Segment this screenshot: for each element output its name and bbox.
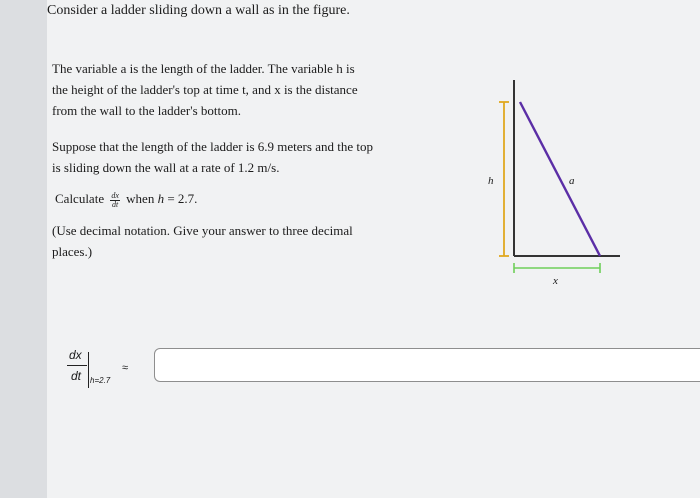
label-x: x bbox=[553, 275, 558, 287]
label-h: h bbox=[488, 175, 494, 187]
calculate-instruction bbox=[55, 188, 197, 209]
paragraph-line: The variable a is the length of the ladder. The variable h is bbox=[52, 61, 355, 76]
answer-fraction-bar bbox=[67, 365, 87, 366]
calc-variable: h bbox=[157, 191, 165, 206]
approx-symbol: ≈ bbox=[122, 362, 129, 374]
paragraph-line: the height of the ladder's top at time t, and x is the distance bbox=[52, 82, 358, 97]
calc-when: when bbox=[126, 191, 155, 206]
answer-numerator: dx bbox=[69, 348, 82, 362]
evaluation-bar bbox=[88, 352, 89, 388]
paragraph-line: from the wall to the ladder's bottom. bbox=[52, 103, 241, 118]
evaluation-subscript: h=2.7 bbox=[90, 376, 111, 385]
fraction-denominator: dt bbox=[112, 199, 119, 209]
paragraph-line: is sliding down the wall at a rate of 1.2 m/s. bbox=[52, 160, 280, 175]
paragraph-line: places.) bbox=[52, 244, 93, 259]
left-margin-strip bbox=[0, 0, 47, 498]
problem-title: Consider a ladder sliding down a wall as in the figure. bbox=[47, 3, 350, 18]
paragraph-line: (Use decimal notation. Give your answer to three decimal bbox=[52, 223, 353, 238]
label-a: a bbox=[569, 175, 575, 187]
answer-denominator: dt bbox=[71, 369, 82, 383]
derivative-fraction bbox=[110, 192, 120, 209]
calc-prefix: Calculate bbox=[55, 191, 105, 206]
calc-equals: = 2.7. bbox=[167, 191, 198, 206]
paragraph-instructions bbox=[52, 220, 452, 262]
answer-derivative-label bbox=[64, 348, 154, 396]
ladder-line bbox=[520, 102, 600, 256]
ladder-figure bbox=[480, 70, 640, 290]
paragraph-variables bbox=[52, 58, 452, 121]
paragraph-given bbox=[52, 136, 452, 178]
answer-input[interactable] bbox=[154, 348, 700, 382]
fraction-numerator: dx bbox=[111, 190, 119, 200]
paragraph-line: Suppose that the length of the ladder is 6.9 meters and the top bbox=[52, 139, 373, 154]
